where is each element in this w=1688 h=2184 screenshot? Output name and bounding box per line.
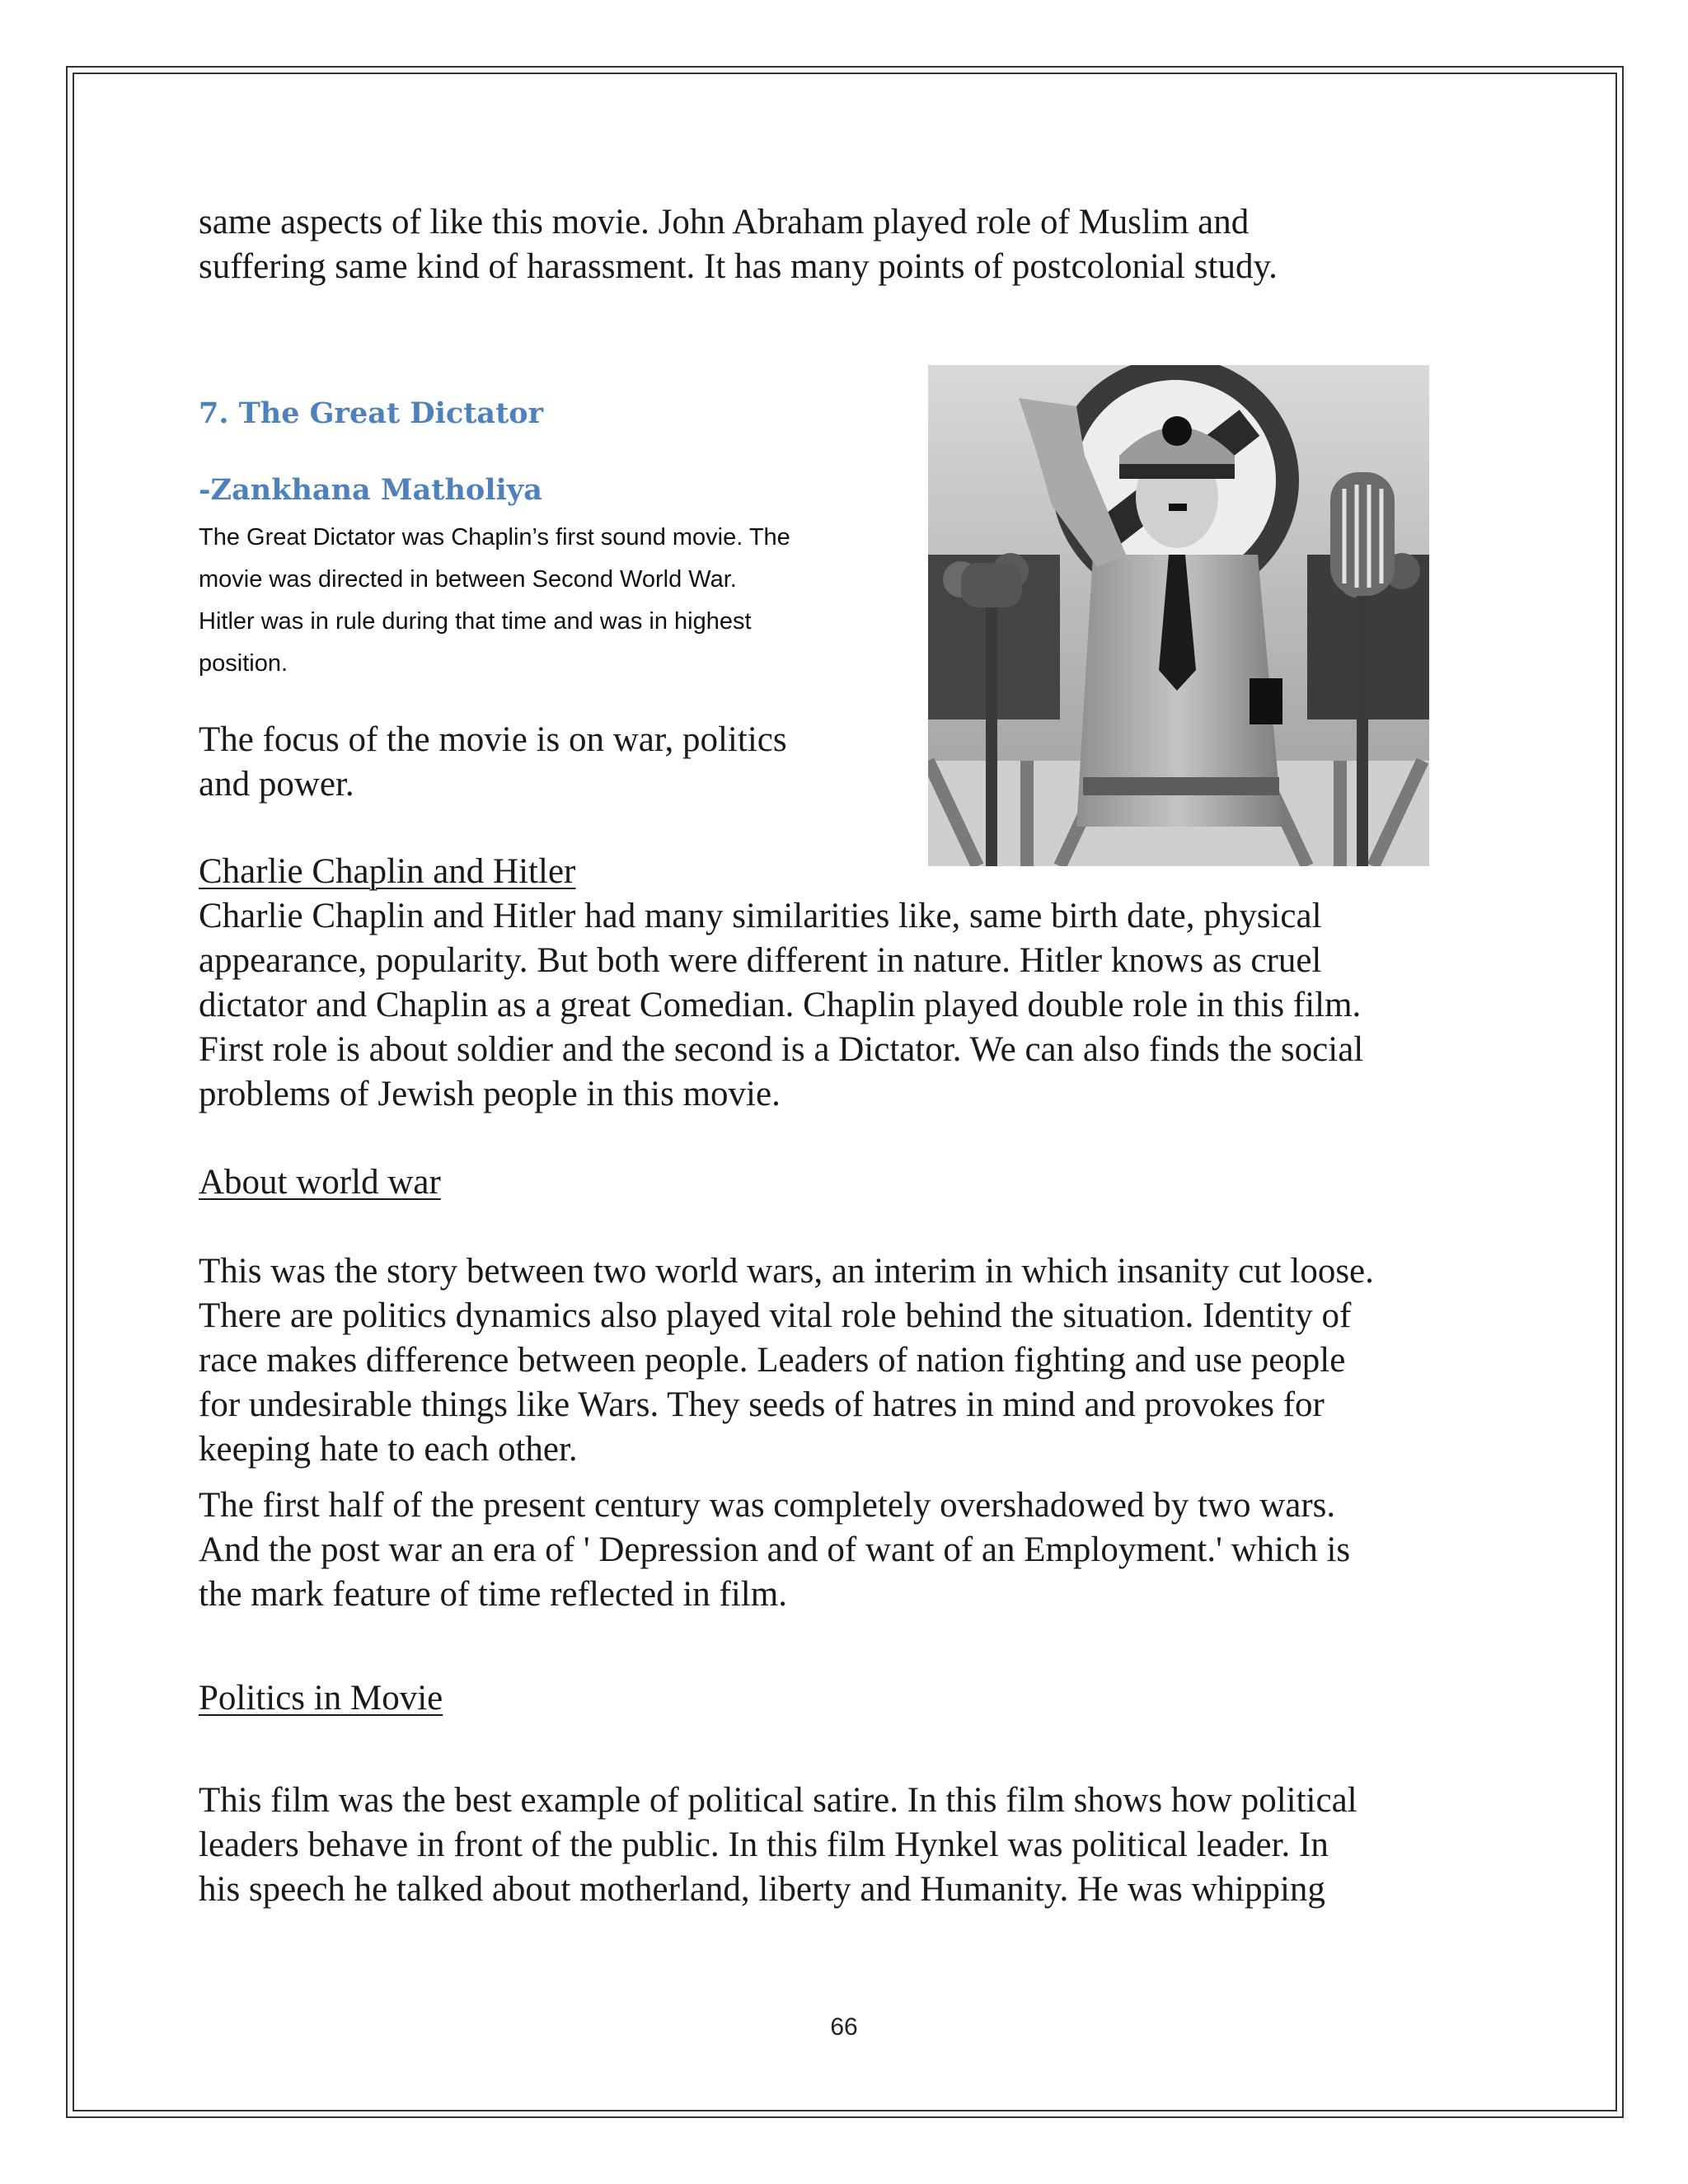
text-line: suffering same kind of harassment. It has many points of postcolonial study.: [199, 247, 1278, 286]
intro-paragraph: [199, 517, 907, 685]
world-war-paragraph-1: [199, 1249, 1501, 1472]
subheading-chaplin-hitler: Charlie Chaplin and Hitler: [199, 852, 576, 891]
text-line: The focus of the movie is on war, politics: [199, 720, 787, 759]
focus-paragraph: [199, 718, 907, 807]
text-line: And the post war an era of ' Depression and of want of an Employment.' which is: [199, 1530, 1351, 1569]
chaplin-hitler-paragraph: [199, 894, 1501, 1117]
subheading-politics: Politics in Movie: [199, 1679, 443, 1718]
text-line: Hitler was in rule during that time and was in highest: [199, 608, 752, 635]
text-line: This was the story between two world wars, an interim in which insanity cut loose.: [199, 1252, 1374, 1291]
text-line: keeping hate to each other.: [199, 1430, 578, 1469]
subheading-world-war: About world war: [199, 1163, 441, 1202]
text-line: The first half of the present century was completely overshadowed by two wars.: [199, 1486, 1336, 1525]
world-war-paragraph-2: [199, 1483, 1501, 1617]
page-number: 66: [830, 2013, 858, 2041]
text-line: position.: [199, 650, 288, 677]
text-line: This film was the best example of political satire. In this film shows how political: [199, 1781, 1357, 1820]
text-line: race makes difference between people. Leaders of nation fighting and use people: [199, 1341, 1346, 1380]
text-line: First role is about soldier and the second is a Dictator. We can also finds the social: [199, 1030, 1364, 1069]
text-line: appearance, popularity. But both were different in nature. Hitler knows as cruel: [199, 941, 1322, 980]
text-line: Charlie Chaplin and Hitler had many similarities like, same birth date, physical: [199, 897, 1322, 935]
text-line: movie was directed in between Second World War.: [199, 566, 737, 593]
text-line: and power.: [199, 765, 354, 804]
text-line: his speech he talked about motherland, liberty and Humanity. He was whipping: [199, 1870, 1325, 1909]
text-line: for undesirable things like Wars. They seeds of hatres in mind and provokes for: [199, 1385, 1325, 1424]
text-line: same aspects of like this movie. John Abraham played role of Muslim and: [199, 203, 1250, 241]
top-paragraph: [199, 200, 1501, 289]
text-line: problems of Jewish people in this movie.: [199, 1075, 781, 1113]
movie-still-photo: [928, 365, 1429, 866]
author-name: -Zankhana Matholiya: [199, 473, 542, 507]
text-line: There are politics dynamics also played vital role behind the situation. Identity of: [199, 1296, 1352, 1335]
text-line: dictator and Chaplin as a great Comedian. Chaplin played double role in this film.: [199, 986, 1362, 1024]
text-line: the mark feature of time reflected in film.: [199, 1575, 787, 1614]
text-line: The Great Dictator was Chaplin’s first sound movie. The: [199, 524, 790, 551]
politics-paragraph: [199, 1779, 1501, 1912]
section-title: 7. The Great Dictator: [199, 396, 544, 430]
text-line: leaders behave in front of the public. In this film Hynkel was political leader. In: [199, 1825, 1329, 1864]
